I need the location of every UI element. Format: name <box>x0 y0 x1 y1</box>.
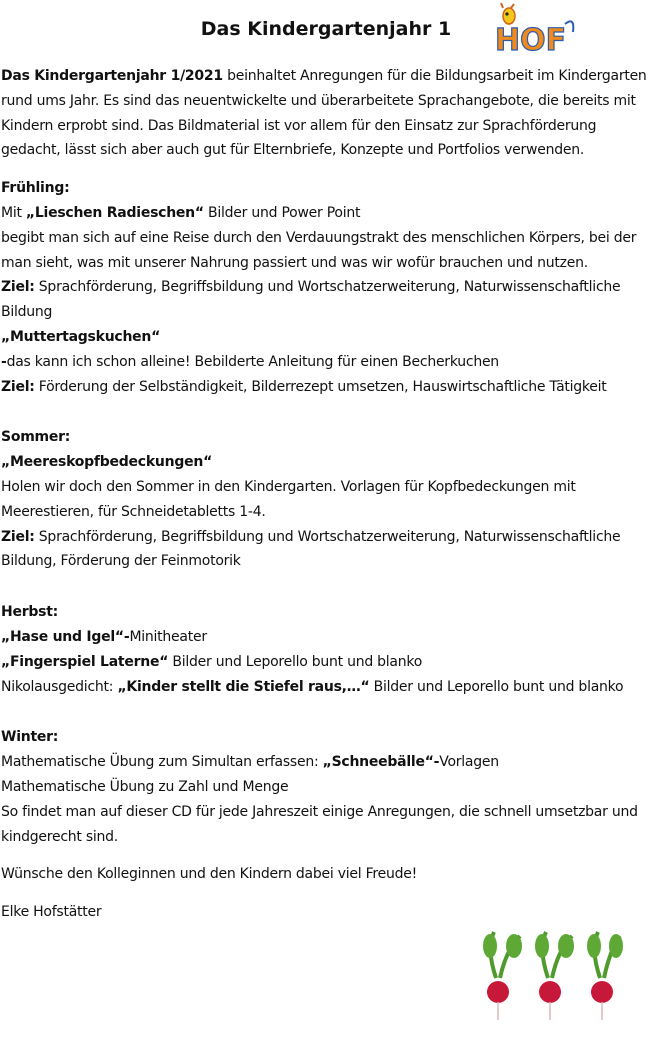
winter-line-1 <box>1 750 651 775</box>
goal-text: Sprachförderung, Begriffsbildung und Wortschatzerweiterung, Naturwissenschaftliche Bildung <box>1 279 621 321</box>
winter-heading-text: Winter: <box>1 729 59 746</box>
spring-goal-2 <box>1 375 651 400</box>
intro-text: beinhaltet Anregungen für die Bildungsarbeit im Kindergarten rund ums Jahr. Es sind das neuentwickelte und überarbeitete Sprachangebote, die bereits mit Kindern erprobt sind. Das Bildmaterial ist vor allem für den Einsatz zur Sprachförderung gedacht, lässt sich aber auch gut für Elternbriefe, Konzepte und Portfolios verwenden. <box>1 68 647 159</box>
item-text: Minitheater <box>129 628 207 645</box>
winter-heading <box>1 725 651 750</box>
radish-1 <box>483 932 522 1020</box>
item-title: „Hase und Igel“- <box>1 628 130 645</box>
summer-heading-text: Sommer: <box>1 429 71 446</box>
goal-label: Ziel: <box>1 279 35 296</box>
intro-bold: Das Kindergartenjahr 1/2021 <box>1 68 223 84</box>
cake-dash: - <box>1 353 7 370</box>
autumn-item-2 <box>1 650 651 675</box>
radish-line <box>1 201 651 226</box>
line-text: Vorlagen <box>439 754 499 771</box>
cake-title-text: „Muttertagskuchen“ <box>1 328 161 345</box>
autumn-heading <box>1 600 651 625</box>
autumn-heading-text: Herbst: <box>1 604 59 621</box>
signature: Elke Hofstätter <box>1 904 102 921</box>
hof-logo <box>491 2 581 56</box>
winter-line-2: Mathematische Übung zu Zahl und Menge <box>1 778 289 795</box>
radish-pre: Mit <box>1 204 26 221</box>
radish-description: begibt man sich auf eine Reise durch den Verdauungstrakt des menschlichen Körpers, bei der man sieht, was mit unserer Nahrung passiert und was wir wofür brauchen und nutzen. <box>1 229 637 271</box>
item-pre: Nikolausgedicht: <box>1 678 118 695</box>
spring-goal-1 <box>1 275 651 325</box>
line-title: „Schneebälle“- <box>322 754 440 771</box>
goal-text: Förderung der Selbständigkeit, Bilderrezept umsetzen, Hauswirtschaftliche Tätigkeit <box>34 378 607 395</box>
summer-description: Holen wir doch den Sommer in den Kindergarten. Vorlagen für Kopfbedeckungen mit Meerestieren, für Schneidetabletts 1-4. <box>1 478 576 520</box>
spring-heading-text: Frühling: <box>1 180 70 197</box>
summer-goal <box>1 525 651 575</box>
radish-2 <box>535 932 574 1020</box>
cake-title <box>1 325 651 350</box>
item-title: „Kinder stellt die Stiefel raus,…“ <box>117 678 370 695</box>
spring-heading <box>1 176 651 201</box>
radish-3 <box>587 932 623 1020</box>
page-title: Das Kindergartenjahr 1 <box>200 18 452 40</box>
item-text: Bilder und Leporello bunt und blanko <box>168 653 423 670</box>
goal-text: Sprachförderung, Begriffsbildung und Wortschatzerweiterung, Naturwissenschaftliche Bildung, Förderung der Feinmotorik <box>1 528 621 570</box>
goal-label: Ziel: <box>1 528 35 545</box>
winter-line-3: So findet man auf dieser CD für jede Jahreszeit einige Anregungen, die schnell umsetzbar und kindgerecht sind. <box>1 803 638 845</box>
cake-description: das kann ich schon alleine! Bebilderte Anleitung für einen Becherkuchen <box>6 353 499 370</box>
radish-post: Bilder und Power Point <box>203 204 361 221</box>
intro-paragraph <box>1 64 651 163</box>
logo-text: HOF <box>495 23 567 56</box>
autumn-item-1 <box>1 625 651 650</box>
summer-title <box>1 450 651 475</box>
item-title: „Fingerspiel Laterne“ <box>1 653 169 670</box>
cake-line <box>1 350 651 375</box>
autumn-item-3 <box>1 675 651 700</box>
summer-title-text: „Meereskopfbedeckungen“ <box>1 454 213 471</box>
radishes-illustration <box>466 928 626 1023</box>
item-text: Bilder und Leporello bunt und blanko <box>369 678 624 695</box>
summer-heading <box>1 425 651 450</box>
closing-line: Wünsche den Kolleginnen und den Kindern dabei viel Freude! <box>1 866 417 883</box>
line-pre: Mathematische Übung zum Simultan erfassen: <box>1 754 323 771</box>
goal-label: Ziel: <box>1 378 35 395</box>
radish-title: „Lieschen Radieschen“ <box>25 204 204 221</box>
document-body <box>1 64 651 925</box>
